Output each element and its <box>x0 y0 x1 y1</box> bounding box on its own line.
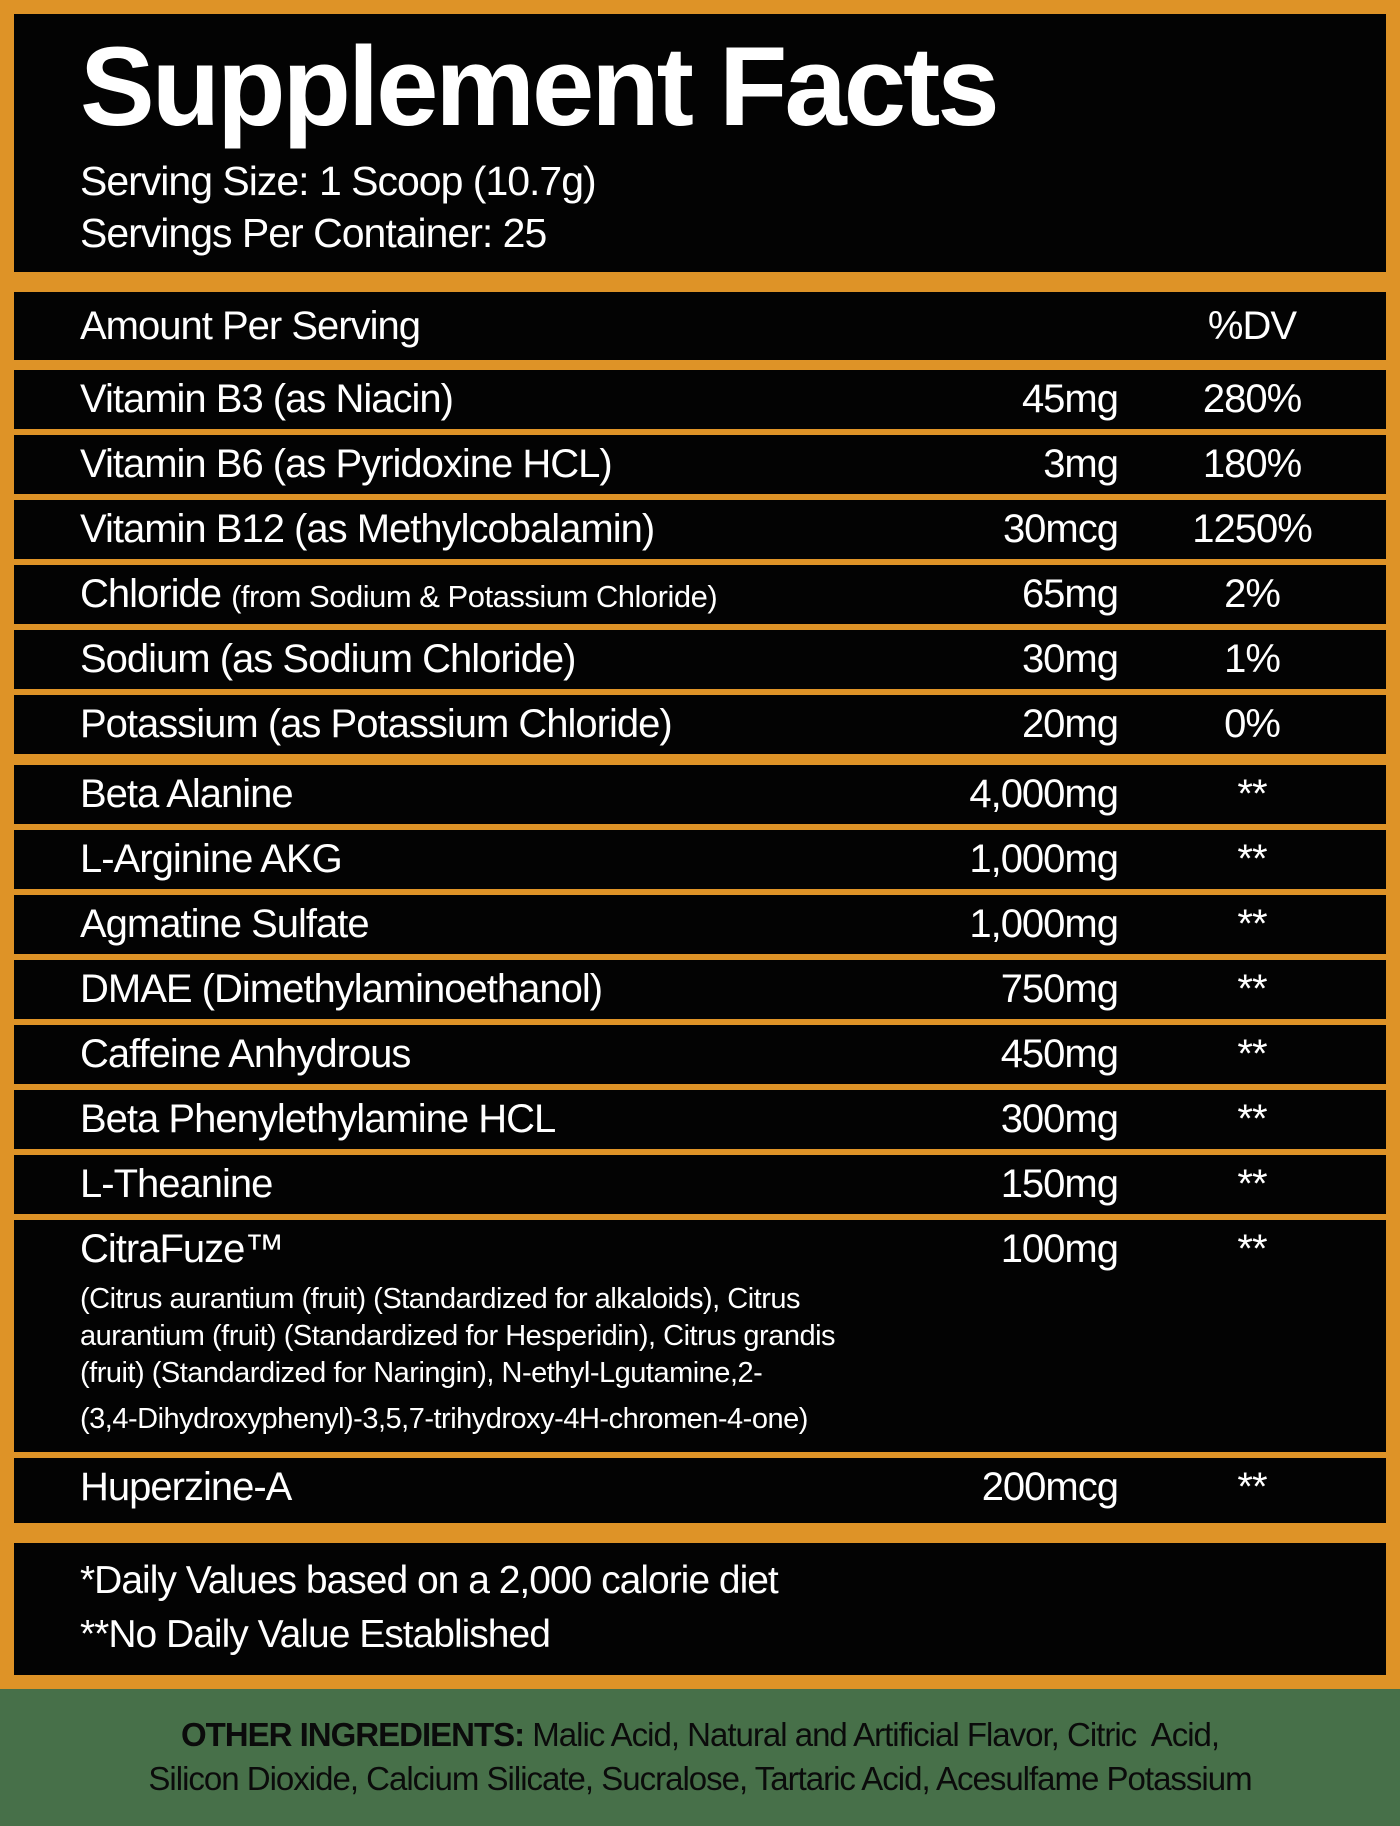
ingredient-row-main <box>14 1155 1386 1214</box>
ingredient-name <box>80 702 878 747</box>
ingredient-description-line: (Citrus aurantium (fruit) (Standardized for alkaloids), Citrus <box>80 1283 801 1315</box>
header-section <box>14 14 1386 272</box>
ingredient-row <box>14 754 1386 824</box>
ingredient-amount: 750mg <box>1000 967 1118 1011</box>
ingredient-description-line: aurantium (fruit) (Standardized for Hesperidin), Citrus grandis <box>80 1320 836 1352</box>
ingredient-amount: 100mg <box>1000 1227 1118 1271</box>
ingredient-row-main <box>14 1220 1386 1279</box>
ingredient-description-line: (3,4-Dihydroxyphenyl)-3,5,7-trihydroxy-4H-chromen-4-one) <box>80 1403 808 1435</box>
ingredient-amount: 4,000mg <box>969 772 1118 816</box>
ingredient-row <box>14 624 1386 689</box>
ingredient-name-text: Vitamin B3 (as Niacin) <box>80 377 453 421</box>
ingredient-name <box>80 1097 878 1142</box>
ingredient-name-text: CitraFuze™ <box>80 1227 284 1271</box>
ingredient-row-main <box>14 960 1386 1019</box>
ingredient-name-text: L-Arginine AKG <box>80 837 342 881</box>
ingredient-dv: ** <box>1237 1465 1267 1509</box>
ingredient-row <box>14 1149 1386 1214</box>
ingredient-name-text: Agmatine Sulfate <box>80 902 369 946</box>
ingredient-amount: 45mg <box>1021 377 1118 421</box>
ingredient-amount: 3mg <box>1043 442 1118 486</box>
ingredient-amount: 300mg <box>1000 1097 1118 1141</box>
ingredient-name-text: Beta Alanine <box>80 772 293 816</box>
ingredient-dv: ** <box>1237 1032 1267 1076</box>
ingredient-row-main <box>14 630 1386 689</box>
page-title: Supplement Facts <box>80 24 997 149</box>
ingredient-row <box>14 494 1386 559</box>
facts-table <box>14 292 1386 1523</box>
ingredient-name-text: L-Theanine <box>80 1162 273 1206</box>
ingredient-amount: 1,000mg <box>969 837 1118 881</box>
ingredient-description-line: (fruit) (Standardized for Naringin), N-ethyl-Lgutamine,2- <box>80 1357 763 1389</box>
ingredient-row-main <box>14 1090 1386 1149</box>
ingredient-dv: ** <box>1237 967 1267 1011</box>
servings-per-container: Servings Per Container: 25 <box>80 210 547 257</box>
ingredient-name-text: Caffeine Anhydrous <box>80 1032 411 1076</box>
ingredient-row-main <box>14 500 1386 559</box>
ingredient-name-text: Potassium (as Potassium Chloride) <box>80 702 672 746</box>
ingredient-row <box>14 1452 1386 1517</box>
ingredient-amount: 200mcg <box>981 1465 1118 1509</box>
ingredient-row-main <box>14 830 1386 889</box>
ingredient-row-main <box>14 765 1386 824</box>
ingredient-name-text: Vitamin B6 (as Pyridoxine HCL) <box>80 442 612 486</box>
ingredient-row <box>14 1084 1386 1149</box>
ingredient-dv: 1250% <box>1192 507 1312 551</box>
ingredient-dv: 0% <box>1224 702 1280 746</box>
other-ingredients-line <box>0 1713 1400 1757</box>
dv-header: %DV <box>1207 303 1297 348</box>
ingredient-row <box>14 954 1386 1019</box>
ingredient-dv: 2% <box>1224 572 1280 616</box>
ingredient-name <box>80 1162 878 1207</box>
serving-size: Serving Size: 1 Scoop (10.7g) <box>80 158 596 205</box>
ingredient-row <box>14 689 1386 754</box>
daily-value-footnote: *Daily Values based on a 2,000 calorie diet <box>80 1559 778 1602</box>
ingredient-dv: ** <box>1237 1162 1267 1206</box>
other-ingredients-line: Silicon Dioxide, Calcium Silicate, Sucralose, Tartaric Acid, Acesulfame Potassium <box>148 1760 1252 1797</box>
ingredient-name <box>80 837 878 882</box>
ingredient-row <box>14 1214 1386 1452</box>
ingredient-name-text: Chloride <box>80 572 221 616</box>
ingredient-row-main <box>14 895 1386 954</box>
ingredient-name <box>80 377 878 422</box>
ingredient-row-main <box>14 1458 1386 1517</box>
ingredient-row-main <box>14 1025 1386 1084</box>
ingredient-name-text: Sodium (as Sodium Chloride) <box>80 637 576 681</box>
ingredient-name <box>80 1032 878 1077</box>
ingredient-name-text: Vitamin B12 (as Methylcobalamin) <box>80 507 655 551</box>
ingredient-detail: (from Sodium & Potassium Chloride) <box>231 579 718 614</box>
ingredient-row <box>14 360 1386 429</box>
ingredient-dv: ** <box>1237 1227 1267 1271</box>
ingredient-name <box>80 572 878 617</box>
ingredient-description <box>14 1279 1386 1452</box>
ingredient-row-main <box>14 370 1386 429</box>
ingredient-amount: 450mg <box>1000 1032 1118 1076</box>
amount-per-serving-header: Amount Per Serving <box>80 303 420 348</box>
ingredient-amount: 1,000mg <box>969 902 1118 946</box>
ingredient-name <box>80 1465 878 1510</box>
ingredient-dv: ** <box>1237 837 1267 881</box>
ingredient-row <box>14 889 1386 954</box>
ingredient-row <box>14 429 1386 494</box>
ingredient-name-text: Beta Phenylethylamine HCL <box>80 1097 556 1141</box>
ingredient-row-main <box>14 695 1386 754</box>
ingredient-name <box>80 967 878 1012</box>
ingredient-name-text: Huperzine-A <box>80 1465 292 1509</box>
ingredient-dv: ** <box>1237 902 1267 946</box>
ingredient-dv: ** <box>1237 1097 1267 1141</box>
no-dv-footnote: **No Daily Value Established <box>80 1613 550 1656</box>
other-ingredients-text: Malic Acid, Natural and Artificial Flavor, Citric Acid, <box>532 1716 1220 1753</box>
ingredient-amount: 150mg <box>1000 1162 1118 1206</box>
ingredient-row-main <box>14 565 1386 624</box>
footnotes-section <box>14 1543 1386 1675</box>
ingredient-dv: ** <box>1237 772 1267 816</box>
ingredient-name-text: DMAE (Dimethylaminoethanol) <box>80 967 603 1011</box>
ingredient-name <box>80 902 878 947</box>
other-ingredients-section <box>0 1689 1400 1826</box>
table-header-row <box>14 292 1386 360</box>
ingredient-dv: 280% <box>1202 377 1302 421</box>
ingredient-row-main <box>14 435 1386 494</box>
ingredient-name <box>80 772 878 817</box>
ingredient-row <box>14 824 1386 889</box>
ingredient-name <box>80 1227 878 1272</box>
ingredient-rows <box>14 360 1386 1517</box>
ingredient-dv: 1% <box>1224 637 1280 681</box>
ingredient-amount: 65mg <box>1021 572 1118 616</box>
ingredient-row <box>14 559 1386 624</box>
ingredient-dv: 180% <box>1202 442 1302 486</box>
other-ingredients-label: OTHER INGREDIENTS: <box>180 1716 525 1753</box>
ingredient-amount: 30mcg <box>1002 507 1118 551</box>
ingredient-amount: 30mg <box>1021 637 1118 681</box>
ingredient-name <box>80 442 878 487</box>
ingredient-name <box>80 637 878 682</box>
ingredient-row <box>14 1019 1386 1084</box>
ingredient-amount: 20mg <box>1021 702 1118 746</box>
ingredient-name <box>80 507 878 552</box>
